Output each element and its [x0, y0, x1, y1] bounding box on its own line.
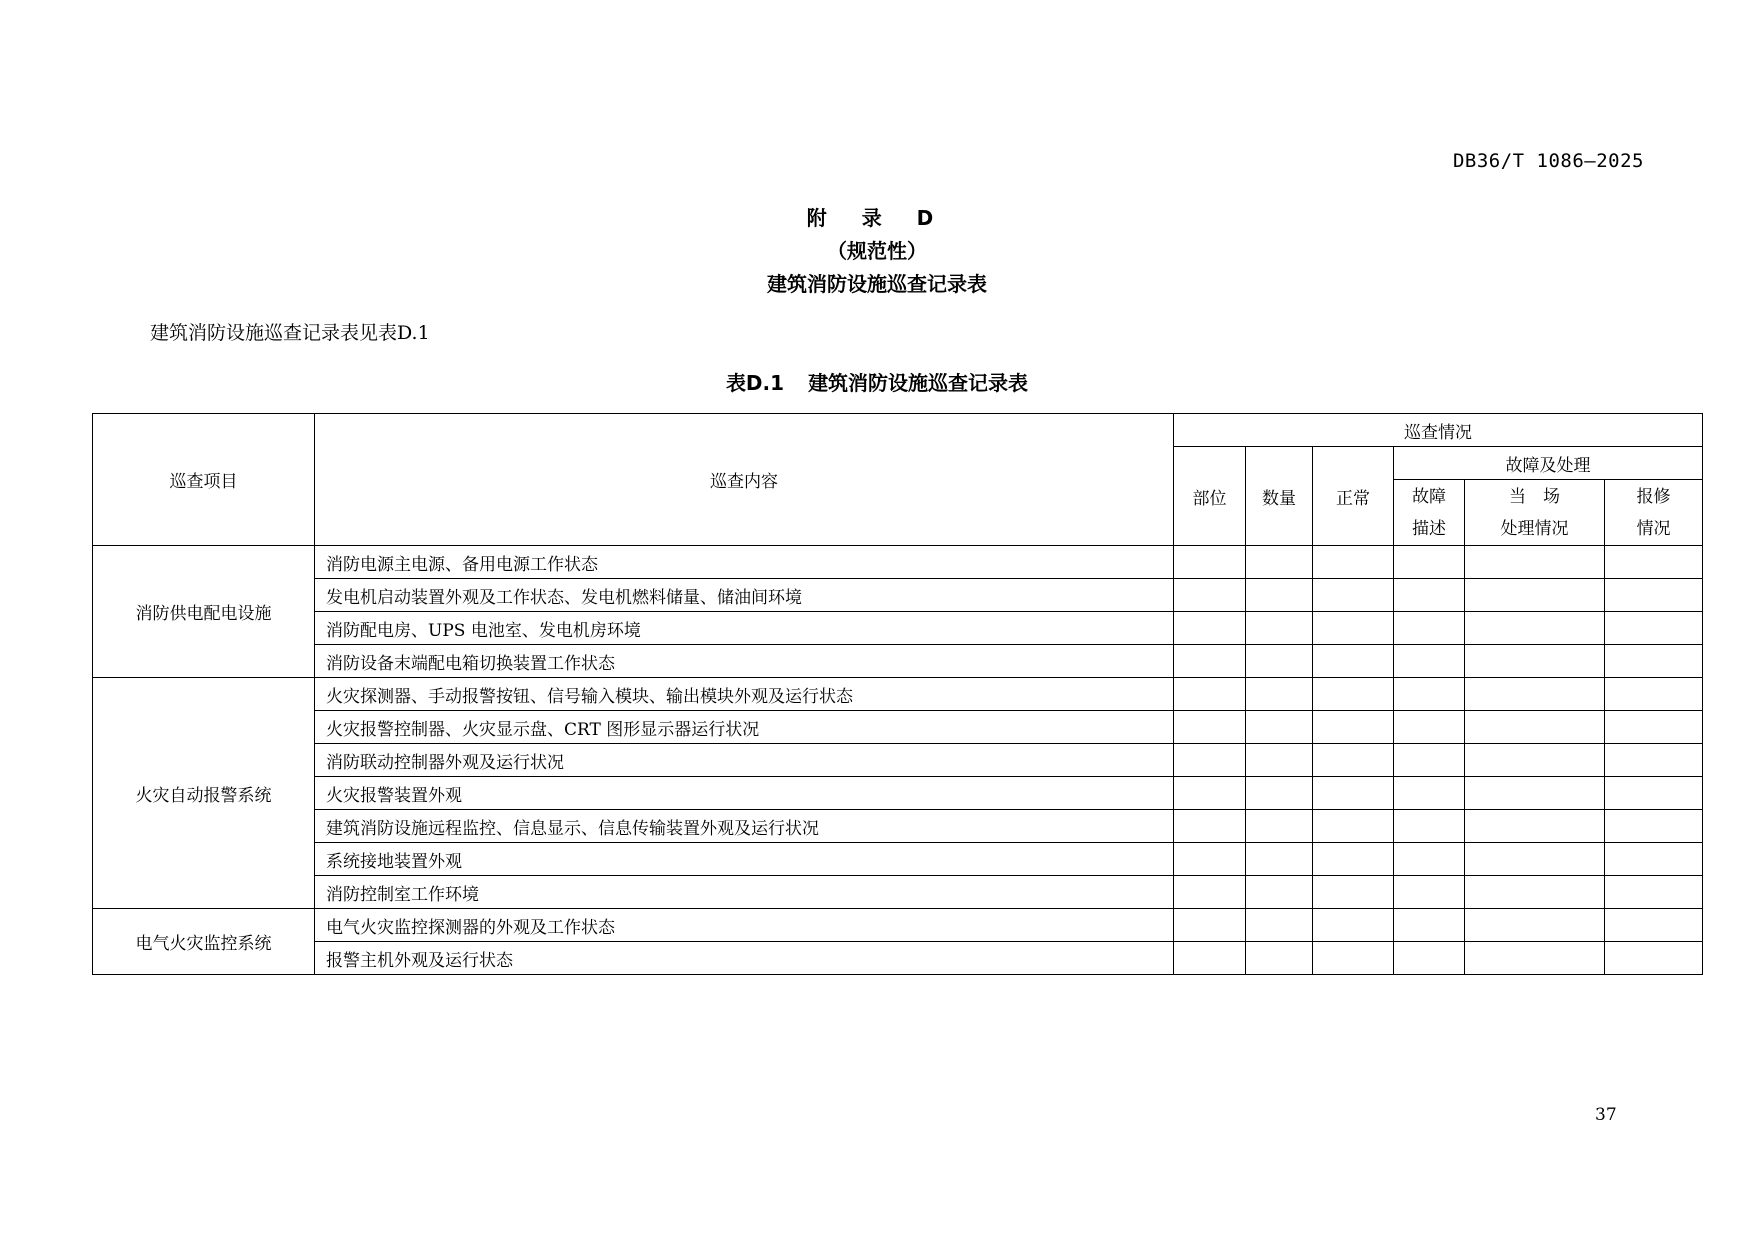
quantity-cell[interactable]: [1246, 711, 1313, 744]
repair-status-cell[interactable]: [1605, 843, 1703, 876]
fault-description-cell[interactable]: [1394, 942, 1465, 975]
repair-status-cell[interactable]: [1605, 744, 1703, 777]
appendix-subtitle: （规范性）: [827, 239, 927, 263]
table-row: [93, 546, 1703, 579]
header-row-1: [93, 414, 1703, 447]
inspection-content-cell: 消防联动控制器外观及运行状况: [315, 744, 1174, 777]
quantity-cell[interactable]: [1246, 843, 1313, 876]
header-location: 部位: [1174, 447, 1246, 546]
repair-status-cell[interactable]: [1605, 777, 1703, 810]
header-normal: 正常: [1313, 447, 1394, 546]
onsite-handling-cell[interactable]: [1465, 645, 1605, 678]
inspection-content-cell: 火灾报警控制器、火灾显示盘、CRT 图形显示器运行状况: [315, 711, 1174, 744]
table-row: [93, 777, 1703, 810]
inspection-item-cell: 消防供电配电设施: [93, 546, 315, 678]
normal-cell[interactable]: [1313, 777, 1394, 810]
location-cell[interactable]: [1174, 810, 1246, 843]
onsite-handling-cell[interactable]: [1465, 909, 1605, 942]
onsite-handling-cell[interactable]: [1465, 678, 1605, 711]
repair-status-cell[interactable]: [1605, 876, 1703, 909]
location-cell[interactable]: [1174, 711, 1246, 744]
normal-cell[interactable]: [1313, 711, 1394, 744]
quantity-cell[interactable]: [1246, 744, 1313, 777]
header-quantity: 数量: [1246, 447, 1313, 546]
header-content: 巡查内容: [315, 414, 1174, 546]
inspection-content-cell: 电气火灾监控探测器的外观及工作状态: [315, 909, 1174, 942]
repair-status-cell[interactable]: [1605, 612, 1703, 645]
quantity-cell[interactable]: [1246, 876, 1313, 909]
header-fault-description-line1: 故障: [1412, 486, 1446, 507]
location-cell[interactable]: [1174, 546, 1246, 579]
repair-status-cell[interactable]: [1605, 942, 1703, 975]
location-cell[interactable]: [1174, 909, 1246, 942]
onsite-handling-cell[interactable]: [1465, 579, 1605, 612]
location-cell[interactable]: [1174, 645, 1246, 678]
header-repair-status-line1: 报修: [1636, 486, 1671, 507]
quantity-cell[interactable]: [1246, 579, 1313, 612]
table-row: [93, 843, 1703, 876]
fault-description-cell[interactable]: [1394, 909, 1465, 942]
table-caption: [0, 367, 1754, 396]
inspection-content-cell: 消防电源主电源、备用电源工作状态: [315, 546, 1174, 579]
table-row: [93, 645, 1703, 678]
fault-description-cell[interactable]: [1394, 876, 1465, 909]
inspection-content-cell: 火灾探测器、手动报警按钮、信号输入模块、输出模块外观及运行状态: [315, 678, 1174, 711]
location-cell[interactable]: [1174, 942, 1246, 975]
fault-description-cell[interactable]: [1394, 744, 1465, 777]
repair-status-cell[interactable]: [1605, 678, 1703, 711]
quantity-cell[interactable]: [1246, 546, 1313, 579]
page-number: 37: [1595, 1105, 1617, 1125]
normal-cell[interactable]: [1313, 810, 1394, 843]
fault-description-cell[interactable]: [1394, 777, 1465, 810]
table-row: [93, 744, 1703, 777]
location-cell[interactable]: [1174, 876, 1246, 909]
inspection-record-table: [92, 413, 1703, 975]
onsite-handling-cell[interactable]: [1465, 810, 1605, 843]
table-caption-number: 表D.1: [725, 371, 785, 395]
normal-cell[interactable]: [1313, 843, 1394, 876]
header-onsite-handling-line2: 处理情况: [1500, 518, 1569, 539]
location-cell[interactable]: [1174, 843, 1246, 876]
location-cell[interactable]: [1174, 612, 1246, 645]
repair-status-cell[interactable]: [1605, 645, 1703, 678]
normal-cell[interactable]: [1313, 942, 1394, 975]
header-fault-description: [1394, 480, 1465, 546]
table-row: [93, 909, 1703, 942]
header-onsite-handling: [1465, 480, 1605, 546]
onsite-handling-cell[interactable]: [1465, 612, 1605, 645]
location-cell[interactable]: [1174, 777, 1246, 810]
header-fault-handling: 故障及处理: [1394, 447, 1703, 480]
appendix-heading: 建筑消防设施巡查记录表: [767, 272, 987, 296]
table-row: [93, 579, 1703, 612]
fault-description-cell[interactable]: [1394, 711, 1465, 744]
appendix-title: 附 录 D: [806, 206, 948, 230]
table-row: [93, 810, 1703, 843]
inspection-content-cell: 发电机启动装置外观及工作状态、发电机燃料储量、储油间环境: [315, 579, 1174, 612]
normal-cell[interactable]: [1313, 744, 1394, 777]
inspection-item-cell: 火灾自动报警系统: [93, 678, 315, 909]
normal-cell[interactable]: [1313, 579, 1394, 612]
quantity-cell[interactable]: [1246, 810, 1313, 843]
fault-description-cell[interactable]: [1394, 612, 1465, 645]
quantity-cell[interactable]: [1246, 777, 1313, 810]
normal-cell[interactable]: [1313, 645, 1394, 678]
repair-status-cell[interactable]: [1605, 546, 1703, 579]
repair-status-cell[interactable]: [1605, 579, 1703, 612]
onsite-handling-cell[interactable]: [1465, 843, 1605, 876]
header-situation: 巡查情况: [1174, 414, 1703, 447]
header-onsite-handling-line1: 当 场: [1509, 486, 1560, 507]
location-cell[interactable]: [1174, 579, 1246, 612]
intro-text: 建筑消防设施巡查记录表见表D.1: [150, 322, 430, 344]
inspection-content-cell: 消防配电房、UPS 电池室、发电机房环境: [315, 612, 1174, 645]
inspection-content-cell: 系统接地装置外观: [315, 843, 1174, 876]
table-row: [93, 612, 1703, 645]
normal-cell[interactable]: [1313, 546, 1394, 579]
header-item: 巡查项目: [93, 414, 315, 546]
table-row: [93, 711, 1703, 744]
fault-description-cell[interactable]: [1394, 843, 1465, 876]
header-fault-description-line2: 描述: [1412, 518, 1446, 539]
location-cell[interactable]: [1174, 744, 1246, 777]
onsite-handling-cell[interactable]: [1465, 546, 1605, 579]
quantity-cell[interactable]: [1246, 645, 1313, 678]
fault-description-cell[interactable]: [1394, 810, 1465, 843]
onsite-handling-cell[interactable]: [1465, 777, 1605, 810]
header-repair-status-line2: 情况: [1636, 518, 1671, 539]
normal-cell[interactable]: [1313, 612, 1394, 645]
repair-status-cell[interactable]: [1605, 909, 1703, 942]
fault-description-cell[interactable]: [1394, 678, 1465, 711]
table-row: [93, 876, 1703, 909]
table-row: [93, 678, 1703, 711]
normal-cell[interactable]: [1313, 909, 1394, 942]
onsite-handling-cell[interactable]: [1465, 711, 1605, 744]
normal-cell[interactable]: [1313, 876, 1394, 909]
inspection-content-cell: 消防控制室工作环境: [315, 876, 1174, 909]
inspection-content-cell: 消防设备末端配电箱切换装置工作状态: [315, 645, 1174, 678]
quantity-cell[interactable]: [1246, 678, 1313, 711]
fault-description-cell[interactable]: [1394, 546, 1465, 579]
standard-code: DB36/T 1086—2025: [1452, 150, 1644, 172]
table-caption-title: 建筑消防设施巡查记录表: [808, 371, 1029, 395]
quantity-cell[interactable]: [1246, 942, 1313, 975]
onsite-handling-cell[interactable]: [1465, 942, 1605, 975]
inspection-content-cell: 火灾报警装置外观: [315, 777, 1174, 810]
quantity-cell[interactable]: [1246, 909, 1313, 942]
inspection-content-cell: 建筑消防设施远程监控、信息显示、信息传输装置外观及运行状况: [315, 810, 1174, 843]
onsite-handling-cell[interactable]: [1465, 876, 1605, 909]
header-repair-status: [1605, 480, 1703, 546]
quantity-cell[interactable]: [1246, 612, 1313, 645]
repair-status-cell[interactable]: [1605, 810, 1703, 843]
table-row: [93, 942, 1703, 975]
repair-status-cell[interactable]: [1605, 711, 1703, 744]
normal-cell[interactable]: [1313, 678, 1394, 711]
onsite-handling-cell[interactable]: [1465, 744, 1605, 777]
inspection-item-cell: 电气火灾监控系统: [93, 909, 315, 975]
inspection-content-cell: 报警主机外观及运行状态: [315, 942, 1174, 975]
fault-description-cell[interactable]: [1394, 579, 1465, 612]
location-cell[interactable]: [1174, 678, 1246, 711]
fault-description-cell[interactable]: [1394, 645, 1465, 678]
